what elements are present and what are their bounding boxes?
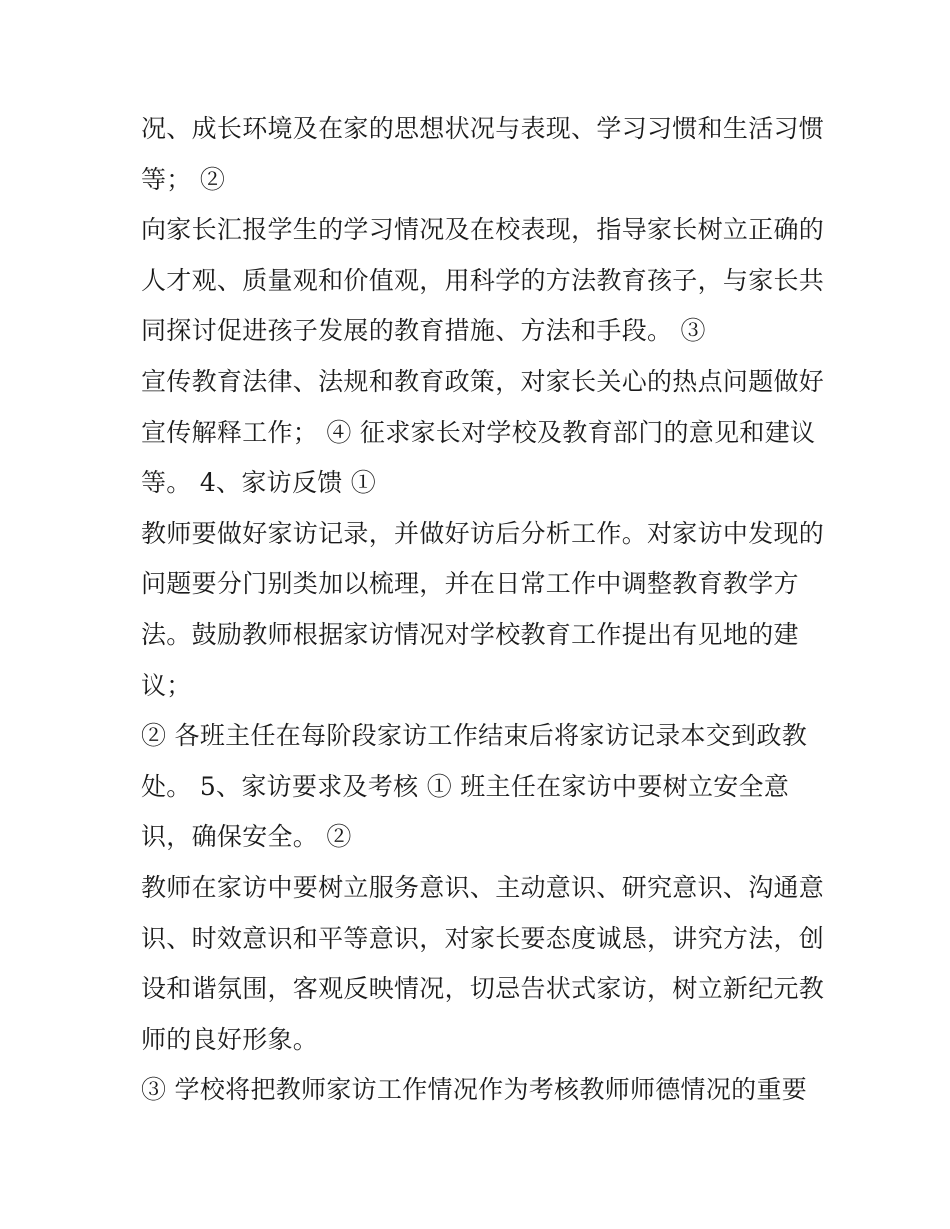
text-line: 况、成长环境及在家的思想状况与表现、学习习惯和生活习惯 — [141, 114, 825, 143]
text-line: ② 各班主任在每阶段家访工作结束后将家访记录本交到政教 — [141, 721, 808, 751]
text-line: 向家长汇报学生的学习情况及在校表现，指导家长树立正确的 — [141, 215, 825, 245]
document-body — [141, 104, 841, 1116]
text-line: 问题要分门别类加以梳理，并在日常工作中调整教育教学方 — [141, 569, 799, 599]
text-line: 法。鼓励教师根据家访情况对学校教育工作提出有见地的建 — [141, 619, 799, 649]
text-line: ③ 学校将把教师家访工作情况作为考核教师师德情况的重要 — [141, 1075, 808, 1105]
text-line: 识、时效意识和平等意识，对家长要态度诚恳，讲究方法，创 — [141, 923, 825, 953]
text-line: 议； — [141, 670, 192, 700]
text-line: 等； ② — [141, 164, 226, 194]
text-line: 师的良好形象。 — [141, 1024, 319, 1054]
text-line: 等。 4、家访反馈 ① — [141, 468, 377, 498]
text-line: 人才观、质量观和价值观，用科学的方法教育孩子，与家长共 — [141, 265, 825, 295]
text-line: 识，确保安全。 ② — [141, 822, 352, 852]
text-line: 宣传解释工作； ④ 征求家长对学校及教育部门的意见和建议 — [141, 417, 816, 447]
text-line: 处。 5、家访要求及考核 ① 班主任在家访中要树立安全意 — [141, 771, 790, 801]
text-line: 教师在家访中要树立服务意识、主动意识、研究意识、沟通意 — [141, 872, 825, 902]
text-line: 同探讨促进孩子发展的教育措施、方法和手段。 ③ — [141, 316, 706, 346]
text-line: 教师要做好家访记录，并做好访后分析工作。对家访中发现的 — [141, 518, 825, 548]
text-line: 宣传教育法律、法规和教育政策，对家长关心的热点问题做好 — [141, 366, 825, 396]
text-line: 设和谐氛围，客观反映情况，切忌告状式家访，树立新纪元教 — [141, 974, 825, 1004]
